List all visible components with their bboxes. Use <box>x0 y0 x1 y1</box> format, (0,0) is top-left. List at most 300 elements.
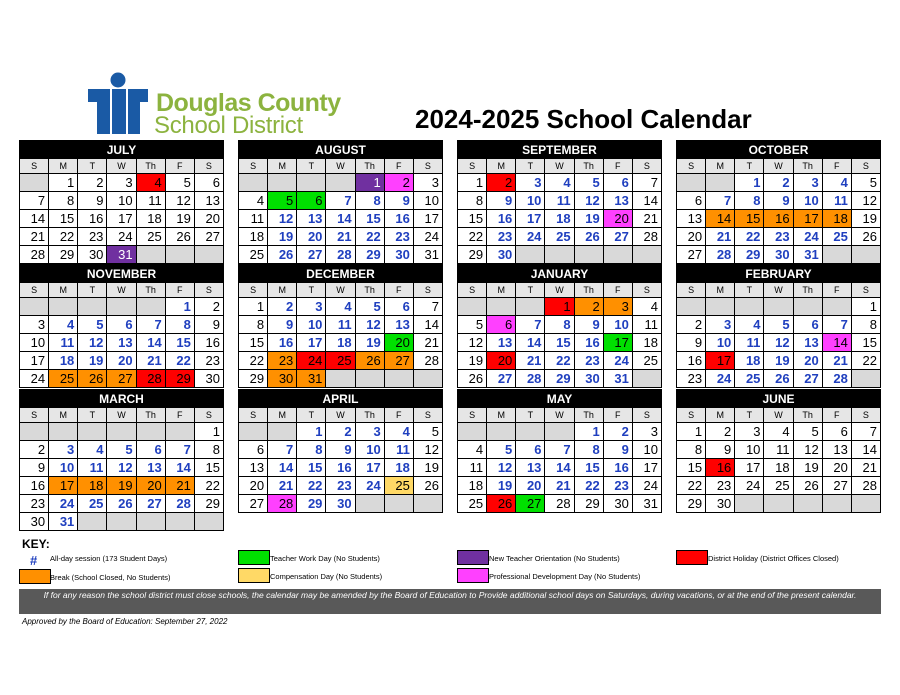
day-cell: 24 <box>107 228 136 245</box>
month-november <box>19 264 224 388</box>
day-cell-brk: 21 <box>166 477 195 494</box>
day-cell-brk: 27 <box>385 352 414 369</box>
weekday-header: T <box>297 159 326 173</box>
day-cell-school: 1 <box>735 174 764 191</box>
day-cell-school: 13 <box>297 210 326 227</box>
day-cell: 29 <box>49 246 78 263</box>
day-cell: 6 <box>677 192 706 209</box>
empty-day-cell <box>107 513 136 530</box>
week-row <box>20 192 223 210</box>
day-cell: 3 <box>431 175 439 190</box>
week-row <box>677 370 880 387</box>
week-row <box>458 352 661 370</box>
empty-day-cell <box>604 246 633 263</box>
empty-day-cell <box>545 246 574 263</box>
day-cell: 23 <box>706 477 735 494</box>
day-cell-school: 28 <box>166 495 195 512</box>
day-cell: 23 <box>677 370 706 387</box>
day-cell-school: 22 <box>575 477 604 494</box>
day-cell-school: 4 <box>823 174 852 191</box>
day-cell-school: 23 <box>385 228 414 245</box>
key-title: KEY: <box>22 537 50 551</box>
key-hol-label: District Holiday (District Offices Closed) <box>708 554 839 563</box>
empty-day-cell <box>458 423 487 440</box>
key-all-day-label: All-day session (173 Student Days) <box>50 554 168 563</box>
weekday-header: W <box>545 159 574 173</box>
day-cell-school: 25 <box>735 370 764 387</box>
day-cell: 24 <box>20 370 49 387</box>
day-cell-school: 24 <box>49 495 78 512</box>
month-december <box>238 264 443 388</box>
day-cell: 18 <box>458 477 487 494</box>
weekday-header: M <box>706 283 735 297</box>
day-cell-school: 19 <box>78 352 107 369</box>
day-cell-school: 23 <box>326 477 355 494</box>
day-cell-school: 21 <box>823 352 852 369</box>
key-twd-swatch <box>238 550 270 565</box>
empty-day-cell <box>326 370 355 387</box>
day-cell-school: 27 <box>487 370 516 387</box>
empty-day-cell <box>195 246 223 263</box>
day-cell-brk: 18 <box>823 210 852 227</box>
day-cell: 14 <box>424 317 439 332</box>
day-cell-school: 20 <box>794 352 823 369</box>
day-cell: 20 <box>823 459 852 476</box>
week-row <box>458 477 661 495</box>
empty-day-cell <box>516 246 545 263</box>
day-cell: 22 <box>205 478 220 493</box>
day-cell: 19 <box>862 211 877 226</box>
day-cell: 15 <box>49 210 78 227</box>
day-cell: 3 <box>107 174 136 191</box>
day-cell: 30 <box>706 495 735 512</box>
day-cell: 30 <box>205 371 220 386</box>
week-row <box>677 210 880 228</box>
day-cell: 28 <box>643 229 658 244</box>
day-cell-brk: 26 <box>356 352 385 369</box>
weekday-header-row <box>677 283 880 298</box>
day-cell-hol: 26 <box>487 495 516 512</box>
day-cell: 6 <box>823 423 852 440</box>
empty-day-cell <box>49 298 78 315</box>
empty-day-cell <box>166 513 195 530</box>
week-row <box>239 423 442 441</box>
weekday-header: S <box>643 410 650 420</box>
day-cell: 26 <box>794 477 823 494</box>
weekday-header: F <box>385 408 414 422</box>
day-cell-school: 12 <box>764 334 793 351</box>
day-cell-school: 5 <box>107 441 136 458</box>
day-cell-school: 6 <box>137 441 166 458</box>
day-cell-school: 4 <box>49 316 78 333</box>
day-cell-school: 27 <box>297 246 326 263</box>
weekday-header: Th <box>137 159 166 173</box>
week-row <box>20 298 223 316</box>
empty-day-cell <box>823 495 852 512</box>
weekday-header-row <box>20 283 223 298</box>
week-row <box>458 370 661 387</box>
week-row <box>458 246 661 263</box>
day-cell: 27 <box>677 246 706 263</box>
day-cell: 8 <box>869 317 877 332</box>
month-october <box>676 140 881 264</box>
day-cell-school: 26 <box>575 228 604 245</box>
day-cell-school: 7 <box>706 192 735 209</box>
day-cell: 19 <box>458 352 487 369</box>
day-cell: 11 <box>239 210 268 227</box>
day-cell-brk: 15 <box>735 210 764 227</box>
day-cell-school: 19 <box>268 228 297 245</box>
day-cell-brk: 23 <box>268 352 297 369</box>
day-cell-school: 2 <box>268 298 297 315</box>
day-cell-school: 14 <box>545 459 574 476</box>
day-cell-twd: 17 <box>604 334 633 351</box>
key-pdd-swatch <box>457 568 489 583</box>
empty-day-cell <box>487 298 516 315</box>
day-cell-school: 9 <box>575 316 604 333</box>
day-cell-school: 4 <box>326 298 355 315</box>
weekday-header: Th <box>137 283 166 297</box>
day-cell-school: 21 <box>137 352 166 369</box>
empty-day-cell <box>414 370 442 387</box>
day-cell-school: 1 <box>297 423 326 440</box>
day-cell: 9 <box>212 317 220 332</box>
day-cell-brk: 20 <box>137 477 166 494</box>
empty-day-cell <box>633 370 661 387</box>
day-cell-school: 21 <box>545 477 574 494</box>
day-cell: 22 <box>862 353 877 368</box>
day-cell: 9 <box>20 459 49 476</box>
day-cell-school: 10 <box>297 316 326 333</box>
week-row <box>677 298 880 316</box>
day-cell: 26 <box>424 478 439 493</box>
day-cell: 18 <box>137 210 166 227</box>
weekday-header: T <box>735 159 764 173</box>
weekday-header-row <box>239 408 442 423</box>
weekday-header: T <box>735 408 764 422</box>
key-twd-label: Teacher Work Day (No Students) <box>270 554 380 563</box>
empty-day-cell <box>677 298 706 315</box>
day-cell-school: 27 <box>137 495 166 512</box>
empty-day-cell <box>20 298 49 315</box>
day-cell-school: 23 <box>764 228 793 245</box>
weekday-header: W <box>764 159 793 173</box>
empty-day-cell <box>326 174 355 191</box>
weekday-header: F <box>604 283 633 297</box>
empty-day-cell <box>268 423 297 440</box>
day-cell: 29 <box>677 495 706 512</box>
month-name: JULY <box>20 141 223 159</box>
weekday-header: S <box>862 161 869 171</box>
empty-day-cell <box>575 246 604 263</box>
day-cell: 20 <box>677 228 706 245</box>
weekday-header: S <box>677 159 706 173</box>
day-cell-school: 15 <box>545 334 574 351</box>
day-cell: 6 <box>239 441 268 458</box>
day-cell-school: 5 <box>575 174 604 191</box>
weekday-header: S <box>20 159 49 173</box>
day-cell-nto: 1 <box>356 174 385 191</box>
week-row <box>677 459 880 477</box>
day-cell-brk: 3 <box>604 298 633 315</box>
day-cell-school: 16 <box>575 334 604 351</box>
day-cell-school: 3 <box>706 316 735 333</box>
weekday-header: S <box>862 410 869 420</box>
week-row <box>458 459 661 477</box>
week-row <box>239 441 442 459</box>
day-cell-school: 17 <box>356 459 385 476</box>
weekday-header: S <box>424 161 431 171</box>
day-cell-school: 15 <box>297 459 326 476</box>
month-name: OCTOBER <box>677 141 880 159</box>
day-cell-school: 10 <box>356 441 385 458</box>
day-cell-school: 22 <box>545 352 574 369</box>
day-cell-school: 14 <box>326 210 355 227</box>
weekday-header: M <box>487 408 516 422</box>
day-cell: 7 <box>431 299 439 314</box>
weekday-header: Th <box>794 283 823 297</box>
weekday-header: S <box>458 408 487 422</box>
day-cell-school: 14 <box>516 334 545 351</box>
day-cell-pdd: 2 <box>385 174 414 191</box>
empty-day-cell <box>706 174 735 191</box>
day-cell: 14 <box>643 193 658 208</box>
day-cell: 26 <box>862 229 877 244</box>
key-comp-label: Compensation Day (No Students) <box>270 572 383 581</box>
approval-note: Approved by the Board of Education: September 27, 2022 <box>22 617 228 626</box>
week-row <box>239 370 442 387</box>
day-cell-brk: 2 <box>575 298 604 315</box>
day-cell: 21 <box>20 228 49 245</box>
weekday-header: W <box>326 159 355 173</box>
weekday-header-row <box>458 408 661 423</box>
empty-day-cell <box>78 298 107 315</box>
day-cell: 2 <box>78 174 107 191</box>
day-cell: 5 <box>166 174 195 191</box>
weekday-header: Th <box>794 159 823 173</box>
day-cell: 12 <box>458 334 487 351</box>
week-row <box>239 246 442 263</box>
day-cell-school: 13 <box>487 334 516 351</box>
day-cell-brk: 18 <box>78 477 107 494</box>
weekday-header: T <box>78 283 107 297</box>
week-row <box>239 298 442 316</box>
week-row <box>239 495 442 512</box>
day-cell-school: 18 <box>735 352 764 369</box>
weekday-header: M <box>487 159 516 173</box>
day-cell-school: 4 <box>78 441 107 458</box>
empty-day-cell <box>107 423 136 440</box>
day-cell-school: 21 <box>516 352 545 369</box>
day-cell: 2 <box>20 441 49 458</box>
day-cell: 3 <box>650 424 658 439</box>
week-row <box>20 423 223 441</box>
day-cell: 19 <box>794 459 823 476</box>
weekday-header: S <box>205 410 212 420</box>
key-nto-label: New Teacher Orientation (No Students) <box>489 554 620 563</box>
weekday-header: W <box>545 283 574 297</box>
weekday-header: W <box>764 283 793 297</box>
empty-day-cell <box>852 495 880 512</box>
day-cell-pdd: 14 <box>823 334 852 351</box>
empty-day-cell <box>764 495 793 512</box>
day-cell-school: 3 <box>297 298 326 315</box>
day-cell: 11 <box>764 441 793 458</box>
day-cell-school: 28 <box>326 246 355 263</box>
day-cell: 30 <box>604 495 633 512</box>
day-cell: 13 <box>823 441 852 458</box>
day-cell-pdd: 6 <box>487 316 516 333</box>
day-cell: 7 <box>20 192 49 209</box>
week-row <box>20 459 223 477</box>
day-cell: 15 <box>205 460 220 475</box>
day-cell-school: 14 <box>137 334 166 351</box>
empty-day-cell <box>239 174 268 191</box>
weekday-header: T <box>297 408 326 422</box>
week-row <box>458 495 661 512</box>
weekday-header: S <box>677 283 706 297</box>
weekday-header: S <box>20 408 49 422</box>
day-cell: 8 <box>49 192 78 209</box>
weekday-header: F <box>823 408 852 422</box>
day-cell-hol: 2 <box>487 174 516 191</box>
day-cell: 8 <box>677 441 706 458</box>
day-cell-school: 24 <box>604 352 633 369</box>
empty-day-cell <box>633 246 661 263</box>
day-cell-hol: 28 <box>137 370 166 387</box>
day-cell-school: 13 <box>516 459 545 476</box>
day-cell: 14 <box>862 442 877 457</box>
day-cell: 13 <box>205 193 220 208</box>
day-cell-school: 18 <box>326 334 355 351</box>
day-cell-school: 26 <box>107 495 136 512</box>
weekday-header: S <box>643 285 650 295</box>
day-cell-school: 23 <box>575 352 604 369</box>
day-cell: 8 <box>239 316 268 333</box>
week-row <box>677 334 880 352</box>
week-row <box>20 316 223 334</box>
day-cell: 28 <box>20 246 49 263</box>
weekday-header: S <box>239 408 268 422</box>
day-cell: 8 <box>212 442 220 457</box>
weekday-header-row <box>458 159 661 174</box>
day-cell: 22 <box>677 477 706 494</box>
week-row <box>239 477 442 495</box>
day-cell-school: 16 <box>385 210 414 227</box>
week-row <box>20 352 223 370</box>
day-cell-hol: 25 <box>326 352 355 369</box>
day-cell: 29 <box>239 370 268 387</box>
day-cell: 2 <box>677 316 706 333</box>
day-cell: 28 <box>862 478 877 493</box>
day-cell: 19 <box>424 460 439 475</box>
day-cell: 15 <box>862 335 877 350</box>
day-cell-hol: 29 <box>166 370 195 387</box>
weekday-header: F <box>166 408 195 422</box>
week-row <box>239 228 442 246</box>
weekday-header: W <box>326 408 355 422</box>
weekday-header: F <box>166 283 195 297</box>
day-cell-school: 13 <box>794 334 823 351</box>
day-cell-school: 24 <box>516 228 545 245</box>
weekday-header: F <box>823 159 852 173</box>
day-cell: 16 <box>78 210 107 227</box>
day-cell: 1 <box>239 298 268 315</box>
day-cell-school: 13 <box>107 334 136 351</box>
week-row <box>20 174 223 192</box>
day-cell: 9 <box>677 334 706 351</box>
weekday-header-row <box>239 283 442 298</box>
day-cell-school: 6 <box>385 298 414 315</box>
day-cell: 12 <box>166 192 195 209</box>
empty-day-cell <box>516 423 545 440</box>
week-row <box>239 192 442 210</box>
week-row <box>677 316 880 334</box>
day-cell: 15 <box>677 459 706 476</box>
day-cell-school: 20 <box>516 477 545 494</box>
logo-line-1: Douglas County <box>156 89 341 117</box>
week-row <box>677 246 880 263</box>
day-cell-school: 7 <box>137 316 166 333</box>
day-cell-school: 20 <box>107 352 136 369</box>
month-name: JUNE <box>677 390 880 408</box>
day-cell: 11 <box>458 459 487 476</box>
day-cell-school: 29 <box>545 370 574 387</box>
day-cell-school: 11 <box>545 192 574 209</box>
month-march <box>19 389 224 531</box>
day-cell: 22 <box>239 352 268 369</box>
weekday-header: T <box>78 159 107 173</box>
day-cell-school: 22 <box>356 228 385 245</box>
day-cell-school: 19 <box>487 477 516 494</box>
day-cell: 18 <box>764 459 793 476</box>
day-cell: 12 <box>794 441 823 458</box>
day-cell: 5 <box>431 424 439 439</box>
weekday-header: T <box>516 408 545 422</box>
day-cell-school: 21 <box>706 228 735 245</box>
day-cell-hol: 4 <box>137 174 166 191</box>
day-cell: 30 <box>78 246 107 263</box>
month-name: NOVEMBER <box>20 265 223 283</box>
day-cell-school: 9 <box>764 192 793 209</box>
day-cell: 19 <box>166 210 195 227</box>
day-cell: 14 <box>20 210 49 227</box>
weekday-header: M <box>706 408 735 422</box>
day-cell-school: 12 <box>575 192 604 209</box>
day-cell-twd: 6 <box>297 192 326 209</box>
day-cell-hol: 16 <box>706 459 735 476</box>
week-row <box>239 352 442 370</box>
weekday-header: M <box>268 159 297 173</box>
day-cell-brk: 26 <box>78 370 107 387</box>
weekday-header: Th <box>356 408 385 422</box>
day-cell-school: 8 <box>166 316 195 333</box>
day-cell-school: 24 <box>794 228 823 245</box>
day-cell-school: 10 <box>49 459 78 476</box>
day-cell-school: 3 <box>516 174 545 191</box>
day-cell-school: 3 <box>49 441 78 458</box>
day-cell: 31 <box>424 247 439 262</box>
day-cell-school: 31 <box>794 246 823 263</box>
day-cell: 10 <box>643 442 658 457</box>
day-cell-school: 18 <box>49 352 78 369</box>
day-cell: 7 <box>650 175 658 190</box>
day-cell-school: 4 <box>735 316 764 333</box>
weekday-header: W <box>326 283 355 297</box>
day-cell: 16 <box>20 477 49 494</box>
day-cell: 25 <box>643 353 658 368</box>
day-cell: 21 <box>424 335 439 350</box>
